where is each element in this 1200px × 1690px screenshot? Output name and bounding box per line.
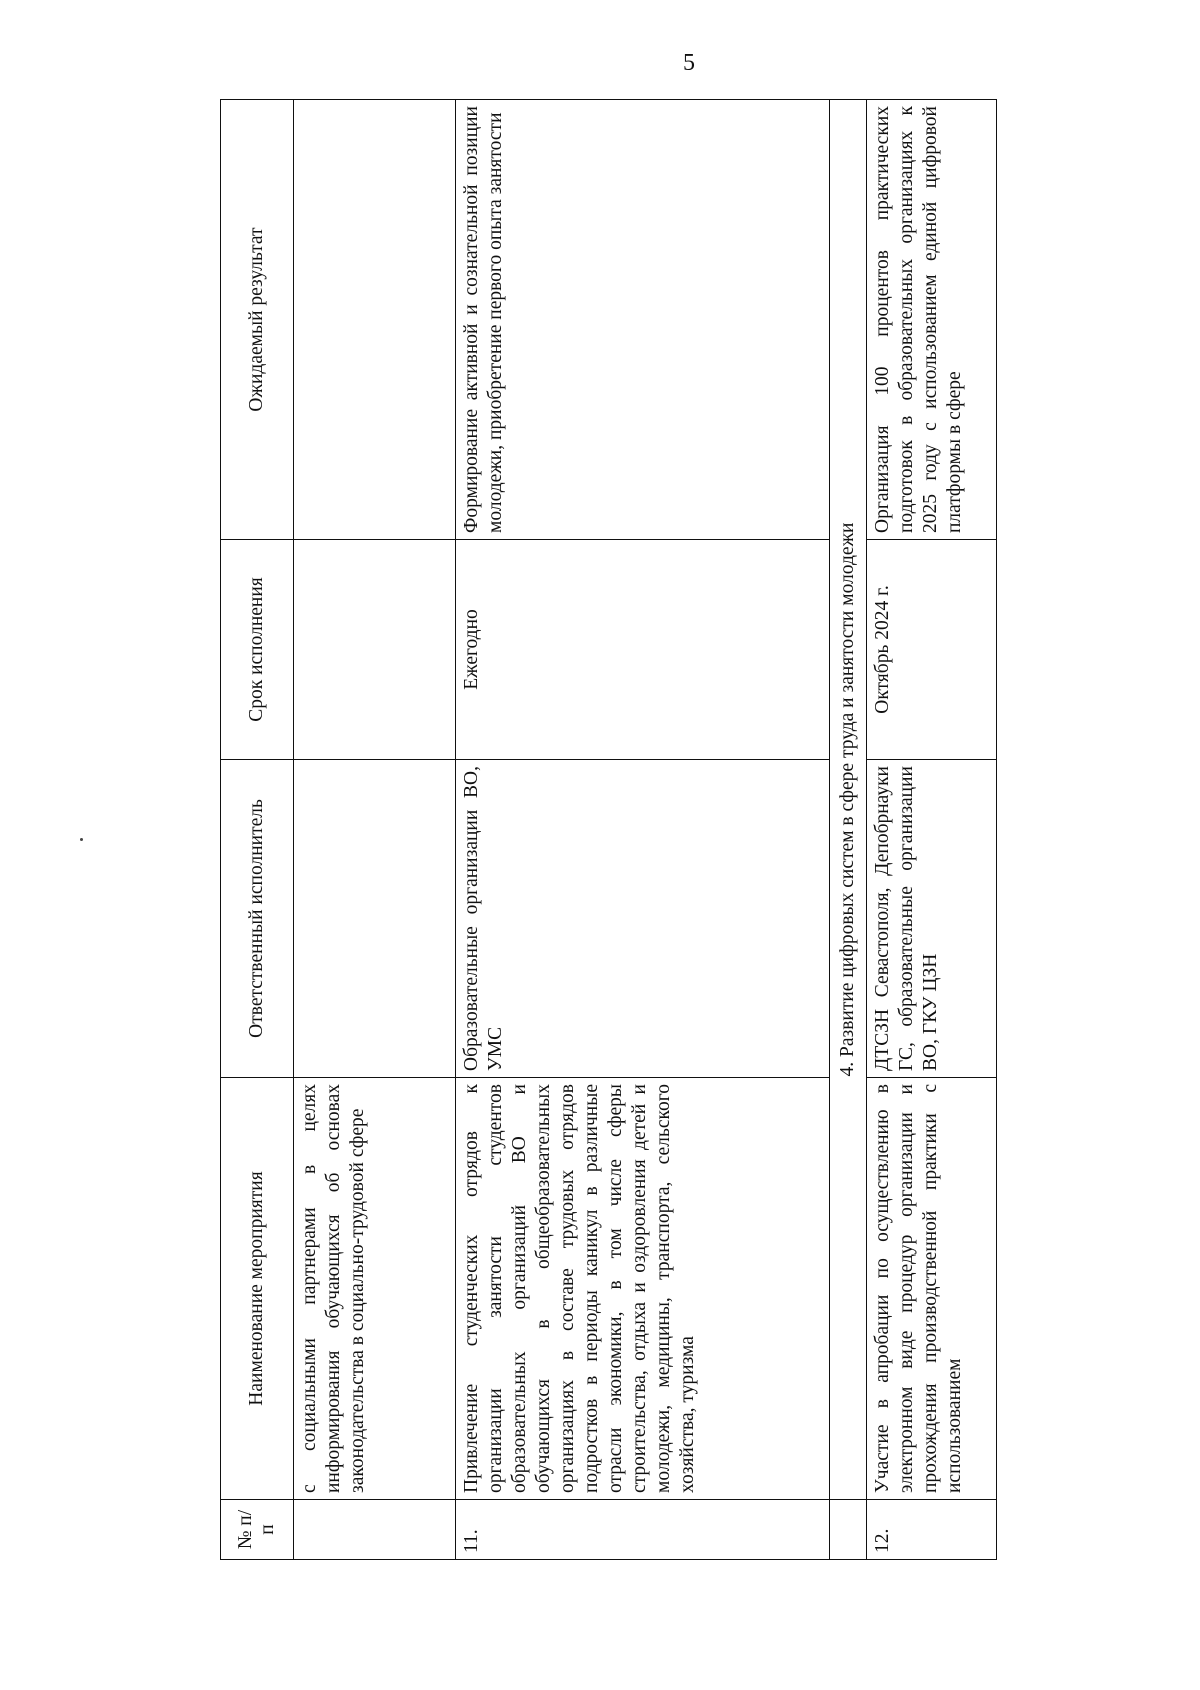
row-responsible: ДТСЗН Севастополя, Депобрнауки ГС, образовательные организации ВО, ГКУ ЦЗН (866, 760, 996, 1078)
header-responsible: Ответственный исполнитель (221, 760, 294, 1078)
header-result: Ожидаемый результат (221, 100, 294, 540)
row-deadline: Октябрь 2024 г. (866, 540, 996, 760)
table-header-row (221, 100, 294, 1560)
row-deadline (294, 540, 456, 760)
row-result: Организация 100 процентов практических подготовок в образовательных организациях к 2025 году с использованием единой цифровой платформы в сфере (866, 100, 996, 540)
scan-speck (80, 838, 83, 841)
rotated-table-wrapper (220, 100, 1100, 1560)
row-result: Формирование активной и сознательной позиции молодежи, приобретение первого опыта занятости (456, 100, 830, 540)
row-name: Привлечение студенческих отрядов к организации занятости студентов образовательных организаций ВО и обучающихся в общеобразовательных организациях в составе трудовых отрядов подростков в периоды каникул в различные отрасли экономики, в том числе сферы строительства, отдыха и оздоровления детей и молодежи, медицины, транспорта, сельского хозяйства, туризма (456, 1078, 830, 1500)
header-deadline: Срок исполнения (221, 540, 294, 760)
row-result (294, 100, 456, 540)
page-number: 5 (683, 50, 695, 76)
section-header-row (830, 100, 867, 1560)
row-num: 11. (456, 1500, 830, 1560)
activities-table (220, 99, 997, 1560)
table-row (294, 100, 456, 1560)
row-num (294, 1500, 456, 1560)
row-name: Участие в апробации по осуществлению в электронном виде процедур организации и прохождения производственной практики с использованием (866, 1078, 996, 1500)
section-title: 4. Развитие цифровых систем в сфере труда и занятости молодежи (830, 100, 867, 1500)
row-name: с социальными партнерами в целях информирования обучающихся об основах законодательства в социально-трудовой сфере (294, 1078, 456, 1500)
row-num: 12. (866, 1500, 996, 1560)
row-deadline: Ежегодно (456, 540, 830, 760)
row-responsible: Образовательные организации ВО, УМС (456, 760, 830, 1078)
row-responsible (294, 760, 456, 1078)
table-row (866, 100, 996, 1560)
header-name: Наименование мероприятия (221, 1078, 294, 1500)
header-num: № п/п (221, 1500, 294, 1560)
table-row (456, 100, 830, 1560)
